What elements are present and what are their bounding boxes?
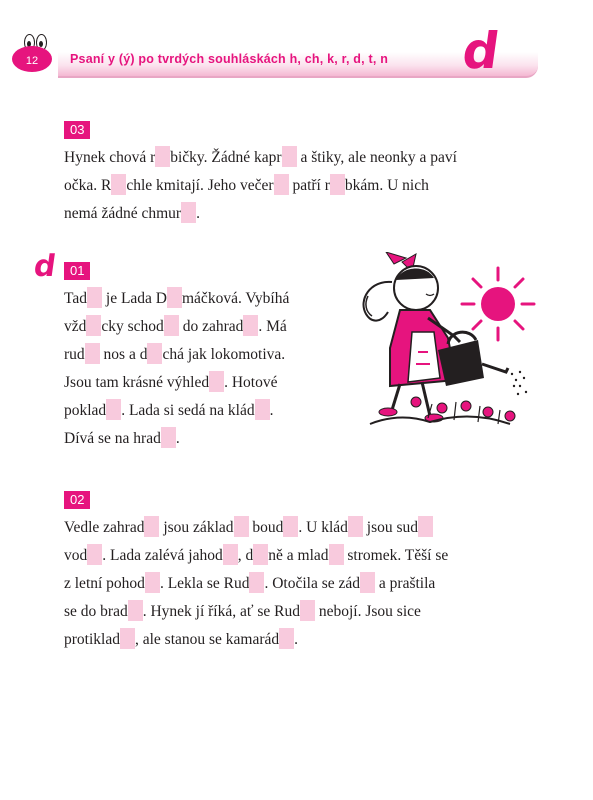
text-segment: Dívá se na hrad: [64, 430, 161, 447]
text-segment: máčková. Vybíhá: [182, 290, 290, 307]
fill-in-blank[interactable]: [87, 544, 102, 565]
fill-in-blank[interactable]: [145, 572, 160, 593]
text-segment: . Hynek jí říká, ať se Rud: [142, 603, 300, 620]
text-line: [64, 200, 457, 228]
text-line: [64, 172, 457, 200]
fill-in-blank[interactable]: [209, 371, 224, 392]
margin-letter: d: [31, 249, 59, 284]
text-segment: , ale stanou se kamarád: [134, 631, 280, 648]
fill-in-blank[interactable]: [161, 427, 176, 448]
exercise-number-01: 01: [64, 262, 90, 280]
fill-in-blank[interactable]: [147, 343, 162, 364]
fill-in-blank[interactable]: [144, 516, 159, 537]
text-segment: .: [196, 205, 200, 222]
text-segment: protiklad: [64, 631, 120, 648]
text-segment: je Lada D: [102, 290, 167, 307]
text-line: [64, 313, 289, 341]
fill-in-blank[interactable]: [330, 174, 345, 195]
text-segment: , d: [237, 547, 254, 564]
text-segment: Vedle zahrad: [64, 519, 145, 536]
fill-in-blank[interactable]: [360, 572, 375, 593]
fill-in-blank[interactable]: [120, 628, 135, 649]
exercise-text-03: [64, 144, 457, 228]
text-line: [64, 341, 289, 369]
exercise-text-01: [64, 285, 289, 453]
fill-in-blank[interactable]: [181, 202, 196, 223]
text-segment: vod: [64, 547, 88, 564]
text-segment: do zahrad: [178, 318, 244, 335]
text-segment: . Lekla se Rud: [159, 575, 250, 592]
text-segment: bkám. U nich: [344, 177, 429, 194]
fill-in-blank[interactable]: [274, 174, 289, 195]
text-segment: Jsou tam krásné výhled: [64, 374, 210, 391]
text-segment: patří r: [288, 177, 330, 194]
fill-in-blank[interactable]: [111, 174, 126, 195]
fill-in-blank[interactable]: [167, 287, 182, 308]
page-title: Psaní y (ý) po tvrdých souhláskách h, ch, k, r, d, t, n: [70, 52, 389, 66]
fill-in-blank[interactable]: [86, 315, 101, 336]
text-line: [64, 144, 457, 172]
text-line: [64, 626, 448, 654]
page-number: 12: [12, 46, 52, 72]
fill-in-blank[interactable]: [418, 516, 433, 537]
text-segment: a praštila: [375, 575, 436, 592]
text-line: [64, 570, 448, 598]
fill-in-blank[interactable]: [283, 516, 298, 537]
text-line: [64, 542, 448, 570]
fill-in-blank[interactable]: [87, 287, 102, 308]
text-segment: chle kmitají. Jeho večer: [126, 177, 274, 194]
fill-in-blank[interactable]: [282, 146, 297, 167]
text-segment: . Hotové: [224, 374, 278, 391]
text-segment: .: [175, 430, 180, 447]
fill-in-blank[interactable]: [253, 544, 268, 565]
fill-in-blank[interactable]: [249, 572, 264, 593]
text-line: [64, 514, 448, 542]
fill-in-blank[interactable]: [279, 628, 294, 649]
text-segment: cky schod: [101, 318, 164, 335]
text-line: [64, 285, 289, 313]
text-segment: nos a d: [99, 346, 148, 363]
exercise-text-02: [64, 514, 448, 654]
text-segment: nebojí. Jsou sice: [315, 603, 421, 620]
text-segment: boud: [248, 519, 284, 536]
text-segment: se do brad: [64, 603, 128, 620]
text-segment: .: [294, 631, 299, 648]
text-line: [64, 369, 289, 397]
text-segment: vžd: [64, 318, 87, 335]
fill-in-blank[interactable]: [300, 600, 315, 621]
text-segment: chá jak lokomotiva.: [162, 346, 286, 363]
text-segment: stromek. Těší se: [343, 547, 449, 564]
fill-in-blank[interactable]: [223, 544, 238, 565]
text-segment: ně a mlad: [268, 547, 329, 564]
text-segment: rud: [64, 346, 85, 363]
text-segment: .: [269, 402, 274, 419]
text-segment: poklad: [64, 402, 107, 419]
header-letter: d: [458, 22, 503, 80]
text-segment: bičky. Žádné kapr: [170, 149, 282, 166]
text-segment: jsou sud: [362, 519, 419, 536]
text-segment: . Lada zalévá jahod: [102, 547, 223, 564]
page-header: [0, 22, 593, 82]
fill-in-blank[interactable]: [85, 343, 100, 364]
exercise-number-02: 02: [64, 491, 90, 509]
fill-in-blank[interactable]: [164, 315, 179, 336]
fill-in-blank[interactable]: [348, 516, 363, 537]
text-line: [64, 397, 289, 425]
fill-in-blank[interactable]: [255, 399, 270, 420]
text-line: [64, 598, 448, 626]
text-segment: . U klád: [298, 519, 348, 536]
text-line: [64, 425, 289, 453]
girl-watering-flowers-icon: [330, 252, 540, 434]
fill-in-blank[interactable]: [234, 516, 249, 537]
text-segment: jsou základ: [159, 519, 234, 536]
text-segment: Hynek chová r: [64, 149, 156, 166]
text-segment: . Otočila se zád: [264, 575, 361, 592]
exercise-number-03: 03: [64, 121, 90, 139]
text-segment: z letní pohod: [64, 575, 145, 592]
fill-in-blank[interactable]: [106, 399, 121, 420]
text-segment: a štiky, ale neonky a paví: [296, 149, 457, 166]
text-segment: Tad: [64, 290, 88, 307]
fill-in-blank[interactable]: [329, 544, 344, 565]
fill-in-blank[interactable]: [155, 146, 170, 167]
text-segment: . Má: [258, 318, 287, 335]
text-segment: očka. R: [64, 177, 112, 194]
text-segment: nemá žádné chmur: [64, 205, 182, 222]
fill-in-blank[interactable]: [243, 315, 258, 336]
text-segment: . Lada si sedá na klád: [121, 402, 255, 419]
fill-in-blank[interactable]: [128, 600, 143, 621]
